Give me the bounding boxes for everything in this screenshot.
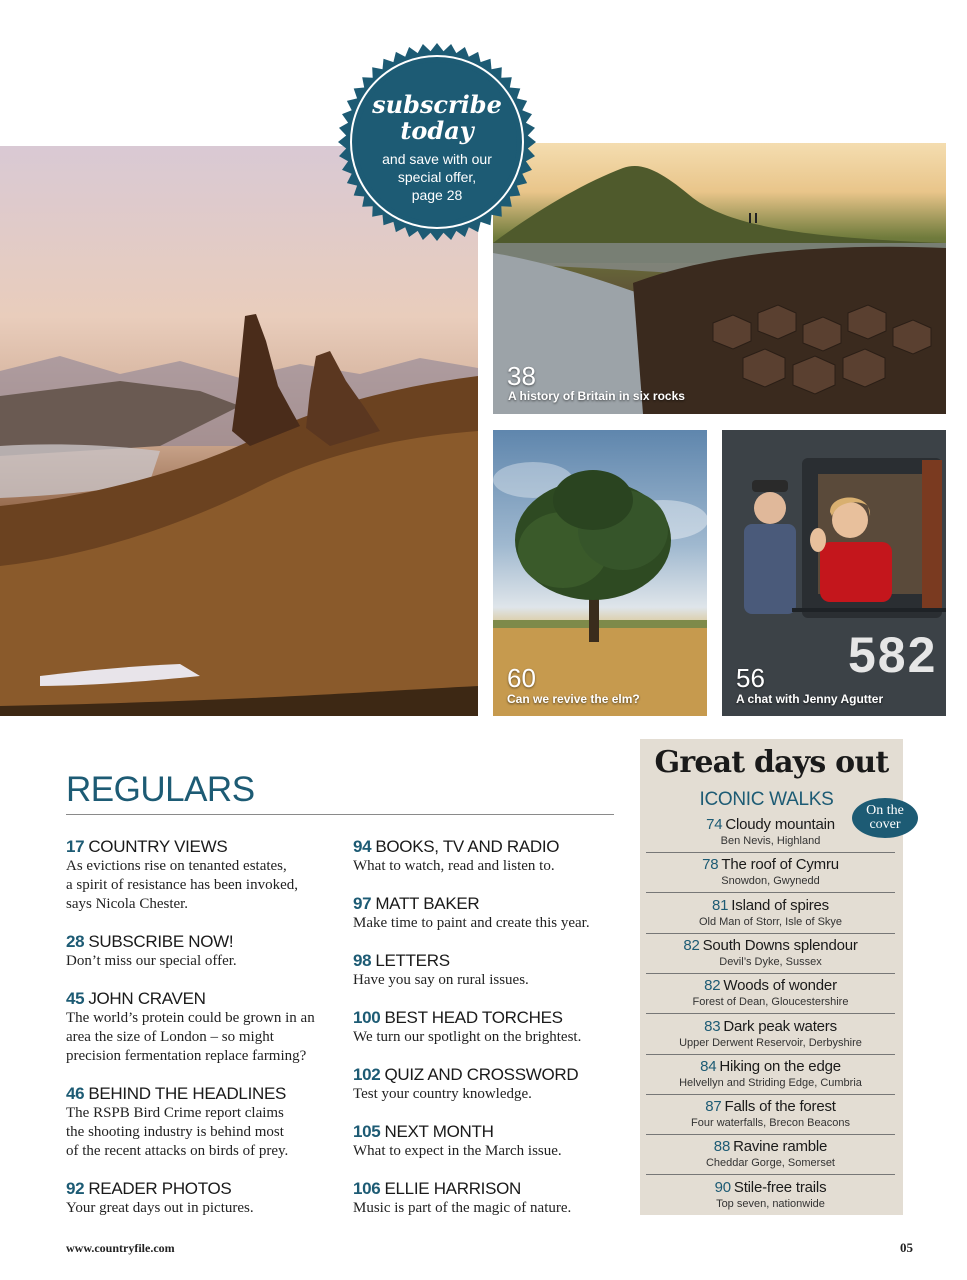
regular-entry[interactable] <box>353 1121 615 1161</box>
regular-entry-page: 46 <box>66 1084 85 1103</box>
walk-item[interactable] <box>646 1018 895 1050</box>
regular-entry-description: Don’t miss our special offer. <box>66 953 237 969</box>
badge-offer-line2: special offer, <box>397 169 477 185</box>
regular-entry-heading <box>66 988 328 1009</box>
regular-entry-page: 45 <box>66 989 85 1008</box>
walk-divider <box>646 1094 895 1095</box>
walk-item[interactable] <box>646 816 895 848</box>
feature-38-number: 38 <box>507 361 536 391</box>
causeway-illustration <box>493 143 946 414</box>
jenny-agutter-photo <box>722 430 946 716</box>
regular-entry-title: MATT BAKER <box>375 894 480 913</box>
regular-entry-heading <box>66 836 328 857</box>
badge-offer-text <box>357 150 517 204</box>
badge-title <box>357 92 517 144</box>
badge-title-line1: subscribe <box>372 90 502 119</box>
walk-location: Upper Derwent Reservoir, Derbyshire <box>679 1036 862 1049</box>
regular-entry-description: What to watch, read and listen to. <box>353 858 555 874</box>
regular-entry[interactable] <box>66 836 328 914</box>
regular-entry-heading <box>66 931 328 952</box>
regular-entry-title: NEXT MONTH <box>384 1122 494 1141</box>
feature-56-caption[interactable]: A chat with Jenny Agutter <box>736 692 884 706</box>
walk-heading <box>646 1138 895 1156</box>
walk-title: Ravine ramble <box>733 1138 828 1156</box>
regular-entry-description: We turn our spotlight on the brightest. <box>353 1029 582 1045</box>
regular-entry-heading <box>66 1083 328 1104</box>
walk-location: Old Man of Storr, Isle of Skye <box>698 915 843 928</box>
badge-title-line2: today <box>400 116 474 145</box>
on-the-cover-line2: cover <box>869 817 901 832</box>
walk-item[interactable] <box>646 1138 895 1170</box>
feature-60-number: 60 <box>507 663 536 693</box>
regular-entry-title: COUNTRY VIEWS <box>88 837 228 856</box>
regular-entry-page: 106 <box>353 1179 381 1198</box>
regular-entry-title: BEHIND THE HEADLINES <box>88 1084 287 1103</box>
regular-entry-page: 97 <box>353 894 372 913</box>
regulars-divider <box>66 814 614 815</box>
regular-entry-description: Have you say on rural issues. <box>353 972 529 988</box>
walk-item[interactable] <box>646 1179 895 1211</box>
walk-title: Stile-free trails <box>733 1178 827 1196</box>
walk-item[interactable] <box>646 1098 895 1130</box>
walk-page: 82 <box>683 936 700 954</box>
badge-content <box>357 62 517 222</box>
regular-entry-title: QUIZ AND CROSSWORD <box>384 1065 579 1084</box>
regular-entry-page: 98 <box>353 951 372 970</box>
walk-heading <box>646 856 895 874</box>
walk-location: Devil’s Dyke, Sussex <box>719 955 822 968</box>
regular-entry-description: area the size of London – so might <box>66 1029 274 1045</box>
great-days-out-panel <box>640 739 903 1215</box>
badge-offer-line3: page 28 <box>411 187 463 203</box>
walk-heading <box>646 1018 895 1036</box>
regular-entry-heading <box>353 950 615 971</box>
regular-entry-heading <box>353 1121 615 1142</box>
walk-divider <box>646 1013 895 1014</box>
regular-entry-description: Make time to paint and create this year. <box>353 915 590 931</box>
regular-entry-description: Your great days out in pictures. <box>66 1200 254 1216</box>
walk-page: 88 <box>713 1138 731 1156</box>
regular-entry[interactable] <box>66 1083 328 1161</box>
regular-entry[interactable] <box>353 950 615 990</box>
walk-title: Woods of wonder <box>723 977 837 995</box>
on-the-cover-line1: On the <box>866 803 904 818</box>
regular-entry-title: BOOKS, TV AND RADIO <box>375 837 560 856</box>
regular-entry-page: 100 <box>353 1008 381 1027</box>
walk-title: South Downs splendour <box>702 936 858 954</box>
subscribe-badge[interactable] <box>337 42 537 242</box>
regular-entry[interactable] <box>353 893 615 933</box>
regular-entry[interactable] <box>66 1178 328 1218</box>
walk-heading <box>646 977 895 995</box>
regular-entry-title: JOHN CRAVEN <box>88 989 206 1008</box>
regular-entry-page: 94 <box>353 837 372 856</box>
walk-heading <box>646 816 895 834</box>
regular-entry-title: LETTERS <box>375 951 450 970</box>
regular-entry[interactable] <box>66 988 328 1066</box>
footer-website[interactable]: www.countryfile.com <box>66 1241 175 1255</box>
walk-divider <box>646 1174 895 1175</box>
regular-entry[interactable] <box>66 931 328 971</box>
regular-entry-heading <box>66 1178 328 1199</box>
regular-entry-heading <box>353 836 615 857</box>
walk-item[interactable] <box>646 897 895 929</box>
walk-title: Hiking on the edge <box>719 1057 841 1075</box>
regular-entry-description: a spirit of resistance has been invoked, <box>66 877 299 893</box>
regular-entry-description: says Nicola Chester. <box>66 896 189 912</box>
walk-title: Island of spires <box>731 896 829 914</box>
regular-entry[interactable] <box>353 1178 615 1218</box>
walk-location: Helvellyn and Striding Edge, Cumbria <box>679 1076 862 1089</box>
regular-entry-description: the shooting industry is behind most <box>66 1124 284 1140</box>
page-number: 05 <box>900 1240 913 1255</box>
walk-item[interactable] <box>646 977 895 1009</box>
feature-56-number: 56 <box>736 663 765 693</box>
regular-entry-page: 92 <box>66 1179 85 1198</box>
walk-item[interactable] <box>646 937 895 969</box>
train-number: 582 <box>848 627 938 683</box>
walk-page: 74 <box>706 816 723 833</box>
walk-divider <box>646 1134 895 1135</box>
walk-item[interactable] <box>646 1058 895 1090</box>
walk-divider <box>646 852 895 853</box>
walk-heading <box>646 1098 895 1116</box>
walk-page: 84 <box>700 1057 717 1075</box>
feature-38-caption[interactable]: A history of Britain in six rocks <box>508 389 685 403</box>
regular-entry-description: precision fermentation replace farming? <box>66 1048 307 1064</box>
walk-page: 83 <box>704 1017 721 1035</box>
regular-entry-description: of the recent attacks on birds of prey. <box>66 1143 289 1159</box>
regular-entry-description: Music is part of the magic of nature. <box>353 1200 572 1216</box>
feature-60-caption[interactable]: Can we revive the elm? <box>507 692 640 706</box>
regular-entry-description: What to expect in the March issue. <box>353 1143 562 1159</box>
walk-heading <box>646 937 895 955</box>
walk-title: Cloudy mountain <box>725 816 835 833</box>
walk-location: Forest of Dean, Gloucestershire <box>692 996 849 1009</box>
iconic-walks-subtitle: ICONIC WALKS <box>699 789 834 810</box>
badge-offer-line1: and save with our <box>382 151 492 167</box>
regular-entry-heading <box>353 1064 615 1085</box>
regular-entry-description: Test your country knowledge. <box>353 1086 532 1102</box>
regular-entry-heading <box>353 893 615 914</box>
walk-location: Four waterfalls, Brecon Beacons <box>691 1117 850 1130</box>
regular-entry-description: The world’s protein could be grown in an <box>66 1010 315 1026</box>
walk-divider <box>646 973 895 974</box>
regular-entry-description: As evictions rise on tenanted estates, <box>66 858 287 874</box>
walk-location: Top seven, nationwide <box>716 1197 825 1210</box>
regular-entry-title: READER PHOTOS <box>88 1179 232 1198</box>
walk-item[interactable] <box>646 856 895 888</box>
walk-heading <box>646 897 895 915</box>
regular-entry-heading <box>353 1007 615 1028</box>
walk-divider <box>646 933 895 934</box>
walk-location: Ben Nevis, Highland <box>720 835 821 847</box>
regular-entry-page: 28 <box>66 932 85 951</box>
walk-page: 87 <box>705 1098 722 1116</box>
regular-entry-title: ELLIE HARRISON <box>384 1179 522 1198</box>
regular-entry-page: 17 <box>66 837 85 856</box>
walk-heading <box>646 1179 895 1197</box>
regular-entry-title: BEST HEAD TORCHES <box>384 1008 563 1027</box>
regular-entry-heading <box>353 1178 615 1199</box>
regular-entry[interactable] <box>353 1064 615 1104</box>
walk-title: Falls of the forest <box>724 1098 836 1116</box>
walk-page: 81 <box>712 896 729 914</box>
regular-entry-page: 105 <box>353 1122 381 1141</box>
walk-page: 90 <box>714 1178 731 1196</box>
regulars-heading: REGULARS <box>66 770 255 809</box>
walk-divider <box>646 892 895 893</box>
great-days-out-title: Great days out <box>654 745 889 780</box>
walk-page: 78 <box>702 856 719 874</box>
elm-tree-photo <box>493 430 707 716</box>
regular-entry-title: SUBSCRIBE NOW! <box>88 932 234 951</box>
walk-title: The roof of Cymru <box>721 856 839 874</box>
walk-divider <box>646 1054 895 1055</box>
regular-entry-description: The RSPB Bird Crime report claims <box>66 1105 284 1121</box>
regular-entry-page: 102 <box>353 1065 381 1084</box>
regular-entry[interactable] <box>353 836 615 876</box>
causeway-photo <box>493 143 946 414</box>
walk-location: Snowdon, Gwynedd <box>721 875 820 888</box>
walk-location: Cheddar Gorge, Somerset <box>705 1157 835 1170</box>
walk-page: 82 <box>704 977 721 995</box>
walk-title: Dark peak waters <box>723 1017 837 1035</box>
walk-heading <box>646 1058 895 1076</box>
regular-entry[interactable] <box>353 1007 615 1047</box>
